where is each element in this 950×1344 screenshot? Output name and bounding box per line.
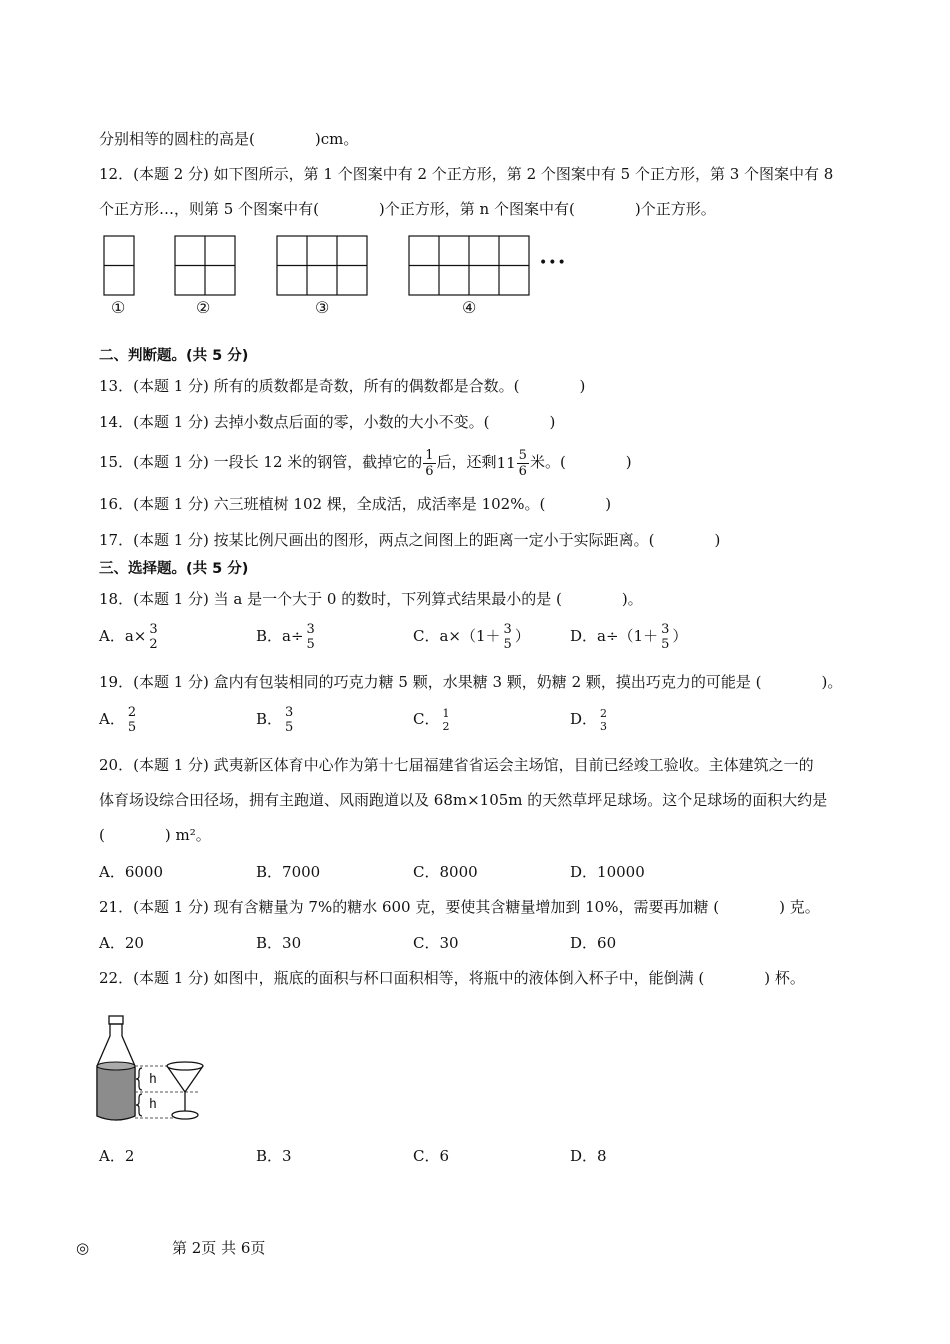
h-label-2: h bbox=[149, 1097, 157, 1112]
q16: 16．(本题 1 分) 六三班植树 102 棵，全成活，成活率是 102%。( ) bbox=[99, 495, 612, 513]
h-label-1: h bbox=[149, 1072, 157, 1087]
q15-post: 米。( ) bbox=[529, 453, 632, 471]
cup-base bbox=[172, 1111, 198, 1119]
bottle-cap bbox=[109, 1016, 123, 1024]
q21-option-a: A．20 bbox=[99, 934, 144, 952]
label-1: ① bbox=[111, 298, 126, 317]
footer-mark: ◎ bbox=[76, 1239, 90, 1257]
q15-frac2: $\frac{5}{6}$ bbox=[518, 447, 527, 479]
q20-option-c: C．8000 bbox=[413, 863, 478, 881]
q18-stem: 18．(本题 1 分) 当 a 是一个大于 0 的数时，下列算式结果最小的是 ( )。 bbox=[99, 590, 643, 608]
section-2-title: 二、判断题。(共 5 分) bbox=[99, 348, 249, 364]
q12-line2: 个正方形…，则第 5 个图案中有( )个正方形，第 n 个图案中有( )个正方形。 bbox=[99, 200, 716, 218]
q22-stem: 22．(本题 1 分) 如图中，瓶底的面积与杯口面积相等，将瓶中的液体倒入杯子中，能倒满 ( ) 杯。 bbox=[99, 969, 805, 987]
q20-option-b: B．7000 bbox=[256, 863, 321, 881]
q19-option-b: B． 3 5 bbox=[256, 705, 294, 735]
q17: 17．(本题 1 分) 按某比例尺画出的图形，两点之间图上的距离一定小于实际距离。( ) bbox=[99, 531, 721, 549]
q20-line1: 20．(本题 1 分) 武夷新区体育中心作为第十七届福建省省运会主场馆，目前已经竣工验收。主体建筑之一的 bbox=[99, 756, 814, 774]
q22-option-b: B．3 bbox=[256, 1147, 292, 1165]
q18-option-b: B．a÷ 3 5 bbox=[256, 622, 315, 652]
q21-option-b: B．30 bbox=[256, 934, 302, 952]
q21-option-d: D．60 bbox=[570, 934, 617, 952]
q19-option-d: D． 2 3 bbox=[570, 707, 608, 733]
cup-rim bbox=[167, 1062, 203, 1070]
q22-option-d: D．8 bbox=[570, 1147, 607, 1165]
q15-frac1: $\frac{1}{6}$ bbox=[425, 447, 434, 479]
q18-option-c: C．a×（1＋ 3 5 ） bbox=[413, 622, 530, 652]
q19-option-c: C． 1 2 bbox=[413, 707, 450, 733]
q20-line2: 体育场设综合田径场，拥有主跑道、风雨跑道以及 68m×105m 的天然草坪足球场。这个足球场的面积大约是 bbox=[99, 791, 828, 809]
q15-mid: 后，还剩 bbox=[436, 453, 497, 471]
bottle-liquid bbox=[97, 1066, 135, 1120]
q14: 14．(本题 1 分) 去掉小数点后面的零，小数的大小不变。( ) bbox=[99, 413, 556, 431]
q18-option-a: A．a× 3 2 bbox=[99, 622, 158, 652]
q21-stem: 21．(本题 1 分) 现有含糖量为 7%的糖水 600 克，要使其含糖量增加到 10%，需要再加糖 ( ) 克。 bbox=[99, 898, 820, 916]
q18-option-d: D．a÷（1＋ 3 5 ） bbox=[570, 622, 688, 652]
q20-option-d: D．10000 bbox=[570, 863, 645, 881]
label-4: ④ bbox=[462, 298, 477, 317]
q11-tail: 分别相等的圆柱的高是( )cm。 bbox=[99, 130, 359, 148]
q19-stem: 19．(本题 1 分) 盒内有包装相同的巧克力糖 5 颗，水果糖 3 颗，奶糖 2 颗，摸出巧克力的可能是 ( )。 bbox=[99, 673, 843, 691]
q22-option-a: A．2 bbox=[99, 1147, 135, 1165]
q22-option-c: C．6 bbox=[413, 1147, 450, 1165]
q21-option-c: C．30 bbox=[413, 934, 459, 952]
q15-whole: 11 bbox=[496, 454, 516, 472]
q13: 13．(本题 1 分) 所有的质数都是奇数，所有的偶数都是合数。( ) bbox=[99, 377, 586, 395]
q15-pre: 15．(本题 1 分) 一段长 12 米的钢管，截掉它的 bbox=[99, 453, 423, 471]
ellipsis: ••• bbox=[539, 255, 567, 271]
q20-line3: ( ) m²。 bbox=[99, 826, 211, 844]
q19-option-a: A． 2 5 bbox=[99, 705, 137, 735]
label-3: ③ bbox=[315, 298, 330, 317]
q20-option-a: A．6000 bbox=[99, 863, 164, 881]
section-3-title: 三、选择题。(共 5 分) bbox=[99, 561, 249, 577]
q12-line1: 12．(本题 2 分) 如下图所示，第 1 个图案中有 2 个正方形，第 2 个图案中有 5 个正方形，第 3 个图案中有 8 bbox=[99, 165, 834, 183]
page-number: 第 2页 共 6页 bbox=[172, 1239, 266, 1257]
label-2: ② bbox=[196, 298, 211, 317]
